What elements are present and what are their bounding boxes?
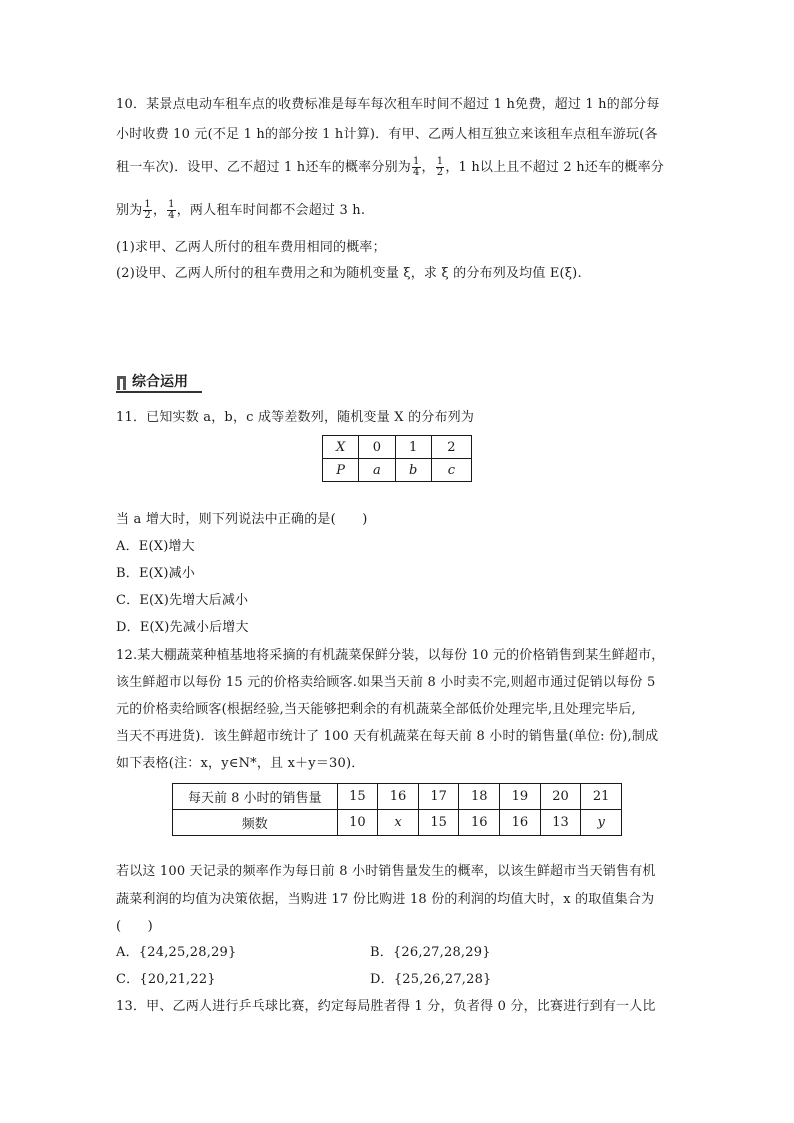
q11-stem: 11．已知实数 a，b，c 成等差数列，随机变量 X 的分布列为 bbox=[116, 410, 475, 425]
table-cell: P bbox=[323, 459, 359, 482]
section-marker-icon bbox=[117, 376, 126, 390]
q12-option-c: C．{20,21,22} bbox=[116, 972, 216, 987]
table-cell: 15 bbox=[418, 810, 459, 836]
q10-line-3-text-a: 租一车次)．设甲、乙不超过 1 h还车的概率分别为 bbox=[116, 160, 411, 175]
q12-option-d: D．{25,26,27,28} bbox=[370, 972, 492, 987]
section-header bbox=[116, 372, 202, 392]
q12-line-5: 如下表格(注：x，y∈N*，且 x＋y＝30)． bbox=[116, 756, 365, 771]
table-cell: 每天前 8 小时的销售量 bbox=[173, 784, 338, 810]
q10-part-2: (2)设甲、乙两人所付的租车费用之和为随机变量 ξ，求 ξ 的分布列及均值 E(ξ). bbox=[116, 266, 582, 281]
q10-line-4: 别为 $\frac{1}{2}$ ， $\frac{1}{4}$ ，两人租车时间都不会超过 3 h. bbox=[116, 199, 366, 221]
q11-option-c: C．E(X)先增大后减小 bbox=[116, 593, 249, 608]
section-title: 综合运用 bbox=[132, 374, 188, 390]
q10-line-4-text-a: 别为 bbox=[116, 203, 143, 218]
q10-line-2: 小时收费 10 元(不足 1 h的部分按 1 h计算)．有甲、乙两人相互独立来该租车点租车游玩(各 bbox=[116, 127, 658, 142]
table-cell: 18 bbox=[459, 784, 500, 810]
table-cell: 19 bbox=[500, 784, 541, 810]
table-cell: 1 bbox=[395, 436, 431, 459]
q10-line-3-text-b: ，1 h以上且不超过 2 h还车的概率分 bbox=[445, 160, 664, 175]
table-row bbox=[323, 459, 472, 482]
q11-option-a: A．E(X)增大 bbox=[116, 539, 195, 554]
q13-line-1: 13．甲、乙两人进行乒乓球比赛，约定每局胜者得 1 分，负者得 0 分，比赛进行到有一人比 bbox=[116, 999, 656, 1014]
fraction-3 bbox=[143, 200, 152, 221]
table-cell: X bbox=[323, 436, 359, 459]
frac-numerator: 1 bbox=[168, 199, 175, 210]
q10-line-1: 10．某景点电动车租车点的收费标准是每车每次租车时间不超过 1 h免费，超过 1 h的部分每 bbox=[116, 97, 660, 112]
q12-option-b: B．{26,27,28,29} bbox=[370, 945, 491, 960]
q12-option-a: A．{24,25,28,29} bbox=[116, 945, 237, 960]
fraction-4 bbox=[167, 200, 176, 221]
table-cell: 10 bbox=[337, 810, 378, 836]
table-cell: c bbox=[431, 459, 471, 482]
table-cell: 16 bbox=[459, 810, 500, 836]
table-cell: 21 bbox=[581, 784, 622, 810]
table-row bbox=[173, 784, 622, 810]
table-cell: y bbox=[581, 810, 622, 836]
table-row bbox=[323, 436, 472, 459]
table-cell: 13 bbox=[540, 810, 581, 836]
table-cell: 16 bbox=[500, 810, 541, 836]
frac-numerator: 1 bbox=[412, 156, 420, 167]
q12-line-6: 若以这 100 天记录的频率作为每日前 8 小时销售量发生的概率，以该生鲜超市当天销售有机 bbox=[116, 864, 656, 879]
q11-option-d: D．E(X)先减小后增大 bbox=[116, 620, 249, 635]
table-cell: a bbox=[359, 459, 395, 482]
q11-distribution-table bbox=[322, 435, 472, 482]
table-cell: 0 bbox=[359, 436, 395, 459]
fraction-2 bbox=[436, 157, 445, 178]
frac-denominator: 2 bbox=[436, 167, 444, 178]
q12-line-3: 元的价格卖给顾客(根据经验,当天能够把剩余的有机蔬菜全部低价处理完毕,且处理完毕后, bbox=[116, 702, 636, 717]
q12-line-1: 12.某大棚蔬菜种植基地将采摘的有机蔬菜保鲜分装，以每份 10 元的价格销售到某生鲜超市， bbox=[116, 648, 665, 663]
q12-sales-table bbox=[172, 783, 622, 836]
q10-line-4-text-b: ，两人租车时间都不会超过 3 h. bbox=[176, 203, 366, 218]
q11-option-b: B．E(X)减小 bbox=[116, 566, 196, 581]
table-cell: x bbox=[378, 810, 419, 836]
table-cell: 20 bbox=[540, 784, 581, 810]
q12-line-2: 该生鲜超市以每份 15 元的价格卖给顾客.如果当天前 8 小时卖不完,则超市通过促销以每份 5 bbox=[116, 675, 656, 690]
frac-numerator: 1 bbox=[144, 199, 151, 210]
frac-numerator: 1 bbox=[436, 156, 444, 167]
q12-line-7: 蔬菜利润的均值为决策依据，当购进 17 份比购进 18 份的利润的均值大时，x 的取值集合为 bbox=[116, 892, 655, 907]
table-cell: 17 bbox=[418, 784, 459, 810]
q11-question: 当 a 增大时，则下列说法中正确的是( ) bbox=[116, 512, 368, 527]
fraction-1 bbox=[412, 157, 421, 178]
frac-denominator: 2 bbox=[144, 210, 151, 221]
q10-part-1: (1)求甲、乙两人所付的租车费用相同的概率； bbox=[116, 240, 386, 255]
table-cell: b bbox=[395, 459, 431, 482]
table-cell: 频数 bbox=[173, 810, 338, 836]
table-row bbox=[173, 810, 622, 836]
table-cell: 15 bbox=[337, 784, 378, 810]
q12-line-4: 当天不再进货)．该生鲜超市统计了 100 天有机蔬菜在每天前 8 小时的销售量(单位: 份),制成 bbox=[116, 729, 659, 744]
q12-line-8: ( ) bbox=[116, 919, 153, 934]
section-underline bbox=[116, 391, 202, 393]
table-cell: 2 bbox=[431, 436, 471, 459]
frac-denominator: 4 bbox=[168, 210, 175, 221]
frac-denominator: 4 bbox=[412, 167, 420, 178]
q10-line-3: 租一车次)．设甲、乙不超过 1 h还车的概率分别为 $\frac{1}{4}$ ， $\frac{1}{2}$ ，1 h以上且不超过 2 h还车的概率分 bbox=[116, 156, 664, 178]
table-cell: 16 bbox=[378, 784, 419, 810]
